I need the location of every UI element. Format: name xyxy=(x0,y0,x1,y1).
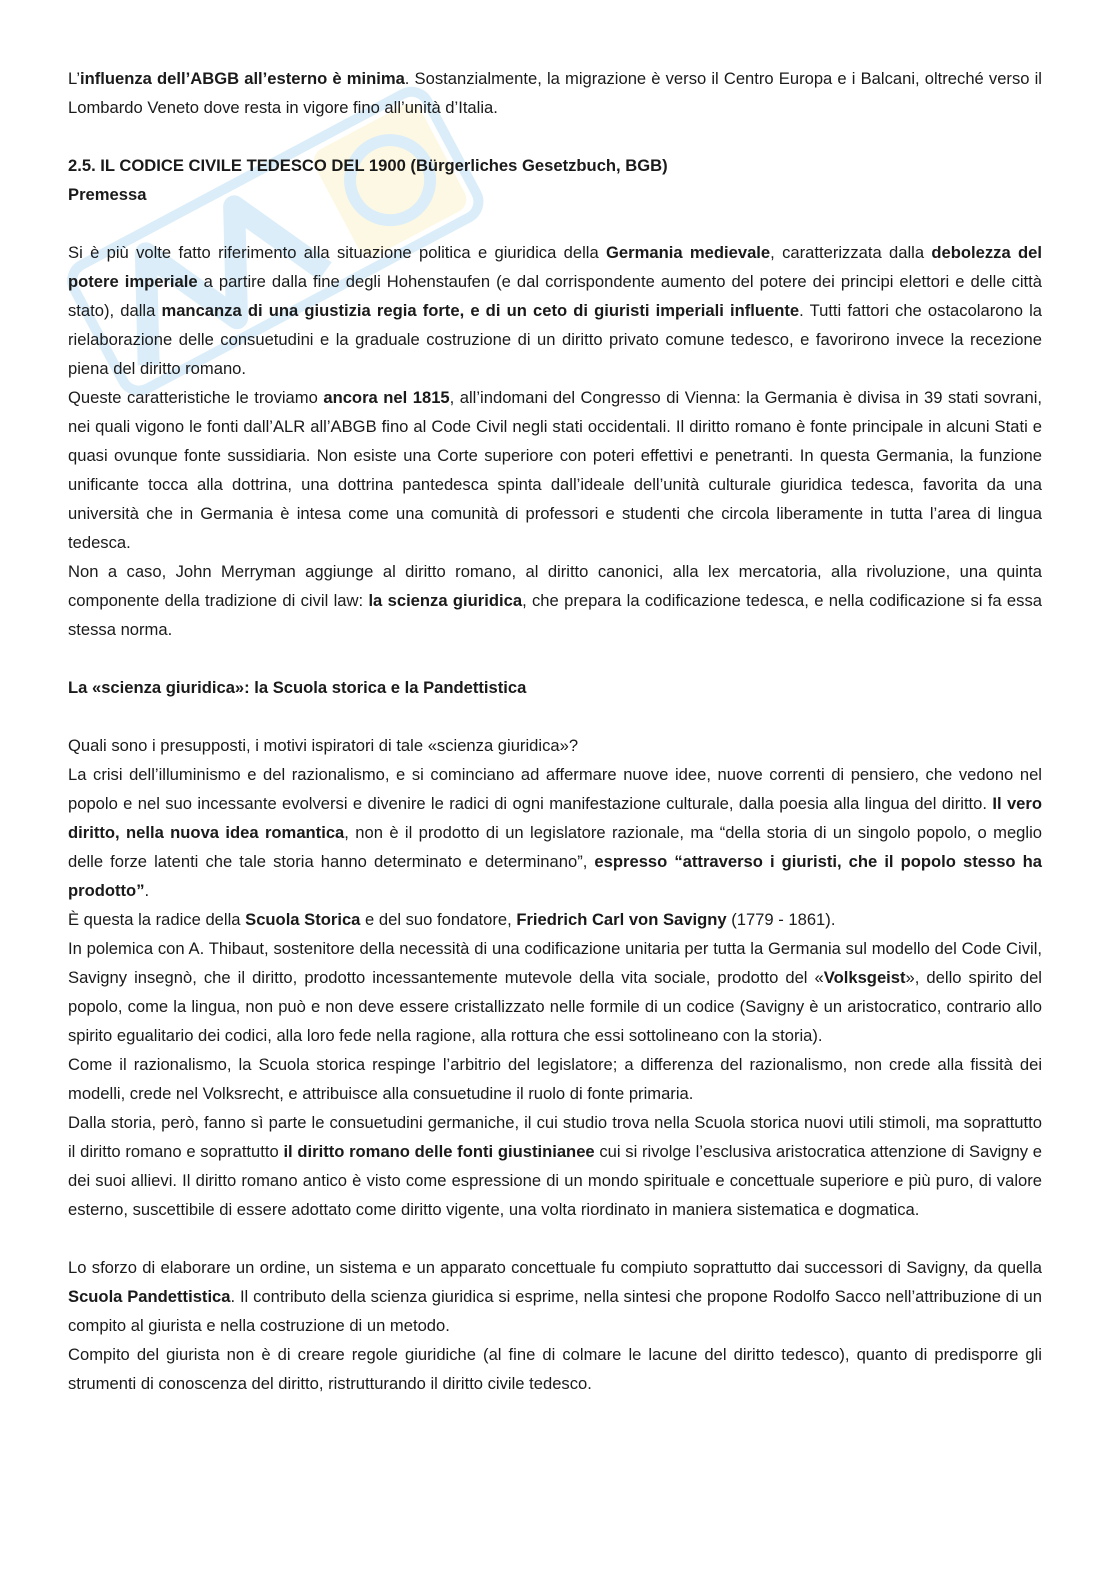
document-body xyxy=(68,64,1042,1398)
paragraph-pandettistica: Lo sforzo di elaborare un ordine, un sistema e un apparato concettuale fu compiuto soprattutto dai successori di Savigny, da quella Scuola Pandettistica. Il contributo della scienza giuridica si esprime, nella sintesi che propone Rodolfo Sacco nell’attribuzione di un compito al giurista e nella costruzione di un metodo. xyxy=(68,1258,1042,1335)
paragraph-germania-medievale: Si è più volte fatto riferimento alla situazione politica e giuridica della Germania medievale, caratterizzata dalla debolezza del potere imperiale a partire dalla fine degli Hohenstaufen (e dal corrispondente aumento del potere dei principi elettori e delle città stato), dalla mancanza di una giustizia regia forte, e di un ceto di giuristi imperiali influente. Tutti fattori che ostacolarono la rielaborazione delle consuetudini e la graduale costruzione di un diritto privato comune tedesco, e favorirono invece la recezione piena del diritto romano. xyxy=(68,243,1043,378)
section-heading-scienza-giuridica: La «scienza giuridica»: la Scuola storica e la Pandettistica xyxy=(68,678,527,697)
paragraph-merryman: Non a caso, John Merryman aggiunge al diritto romano, al diritto canonici, alla lex mercatoria, alla rivoluzione, una quinta componente della tradizione di civil law: la scienza giuridica, che prepara la codificazione tedesca, e nella codificazione si fa essa stessa norma. xyxy=(68,562,1042,639)
paragraph-razionalismo: Come il razionalismo, la Scuola storica respinge l’arbitrio del legislatore; a differenza del razionalismo, non crede alla fissità dei modelli, crede nel Volksrecht, e attribuisce alla consuetudine il ruolo di fonte primaria. xyxy=(68,1055,1042,1103)
paragraph-thibaut: In polemica con A. Thibaut, sostenitore della necessità di una codificazione unitaria per tutta la Germania sul modello del Code Civil, Savigny insegnò, che il diritto, prodotto incessantemente mutevole della vita sociale, prodotto del «Volksgeist», dello spirito del popolo, come la lingua, non può e non deve essere cristallizzato nelle formile di un codice (Savigny è un aristocratico, contrario allo spirito egualitario dei codici, alla loro fede nella ragione, alla rottura che essi sottolineano con la storia). xyxy=(68,939,1042,1045)
subheading-premessa: Premessa xyxy=(68,185,147,204)
paragraph-1815: Queste caratteristiche le troviamo ancora nel 1815, all’indomani del Congresso di Vienna: la Germania è divisa in 39 stati sovrani, nei quali vigono le fonti dall’ALR all’ABGB fino al Code Civil negli stati occidentali. Il diritto romano è fonte principale in alcuni Stati e quasi ovunque fonte sussidiaria. Non esiste una Corte superiore con poteri effettivi e penetranti. In questa Germania, la funzione unificante tocca alla dottrina, una dottrina pantedesca spinta dall’ideale dell’unità culturale giuridica tedesca, favorita da una università che in Germania è intesa come una comunità di professori e studenti che circola liberamente in tutta l’area di lingua tedesca. xyxy=(68,388,1043,552)
paragraph-crisi-illuminismo: La crisi dell’illuminismo e del razionalismo, e si cominciano ad affermare nuove idee, nuove correnti di pensiero, che vedono nel popolo e nel suo incessante evolversi e divenire le radici di ogni manifestazione culturale, dalla poesia alla lingua del diritto. Il vero diritto, nella nuova idea romantica, non è il prodotto di un legislatore razionale, ma “della storia di un singolo popolo, o meglio delle forze latenti che tale storia hanno determinato e determinano”, espresso “attraverso i giuristi, che il popolo stesso ha prodotto”. xyxy=(68,765,1042,900)
paragraph-scuola-storica: È questa la radice della Scuola Storica e del suo fondatore, Friedrich Carl von Savigny (1779 - 1861). xyxy=(68,910,836,929)
paragraph-abgb-influence: L’influenza dell’ABGB all’esterno è minima. Sostanzialmente, la migrazione è verso il Centro Europa e i Balcani, oltreché verso il Lombardo Veneto dove resta in vigore fino all’unità d’Italia. xyxy=(68,69,1042,117)
section-heading-bgb: 2.5. IL CODICE CIVILE TEDESCO DEL 1900 (Bürgerliches Gesetzbuch, BGB) xyxy=(68,156,668,175)
paragraph-question: Quali sono i presupposti, i motivi ispiratori di tale «scienza giuridica»? xyxy=(68,736,579,755)
paragraph-diritto-romano: Dalla storia, però, fanno sì parte le consuetudini germaniche, il cui studio trova nella Scuola storica nuovi utili stimoli, ma soprattutto il diritto romano e soprattutto il diritto romano delle fonti giustinianee cui si rivolge l’esclusiva aristocratica attenzione di Savigny e dei suoi allievi. Il diritto romano antico è visto come espressione di un mondo spirituale e concettuale superiore e più puro, di valore esterno, suscettibile di essere adottato come diritto vigente, una volta riordinato in maniera sistematica e dogmatica. xyxy=(68,1113,1042,1219)
paragraph-compito-giurista: Compito del giurista non è di creare regole giuridiche (al fine di colmare le lacune del diritto tedesco), quanto di predisporre gli strumenti di conoscenza del diritto, ristrutturando il diritto civile tedesco. xyxy=(68,1345,1042,1393)
